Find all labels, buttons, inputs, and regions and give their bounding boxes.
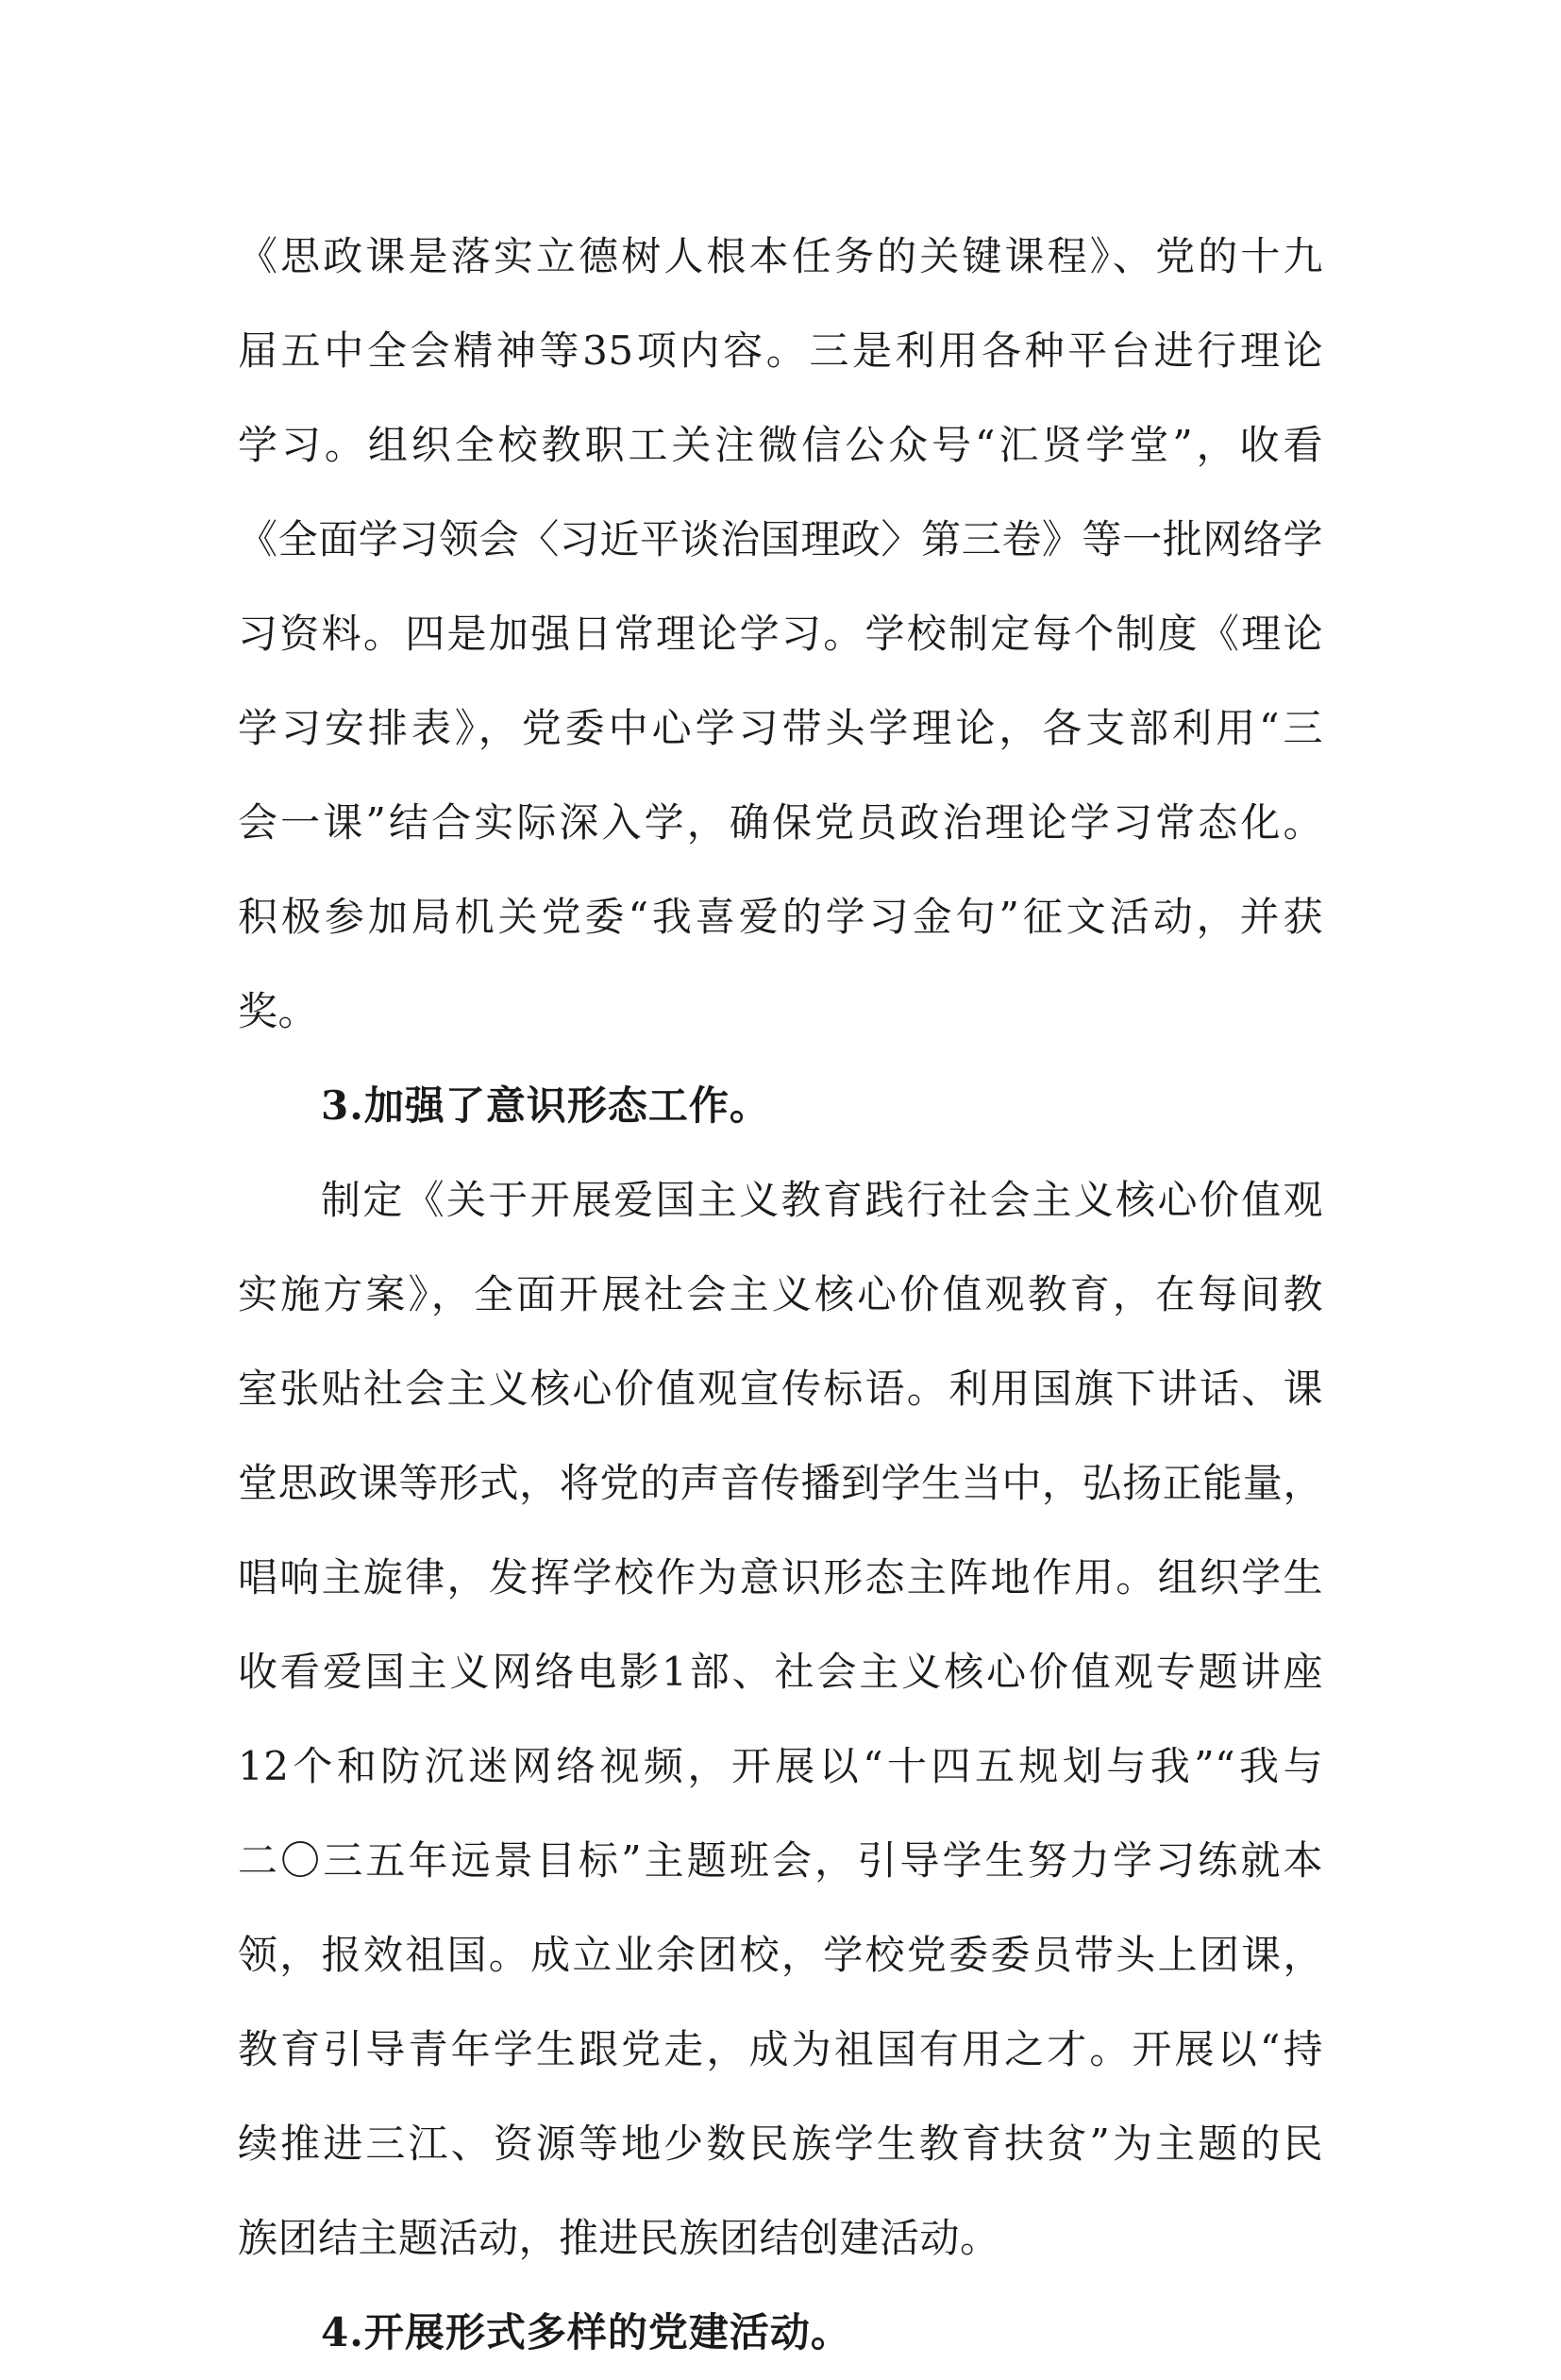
text-line: 族团结主题活动，推进民族团结创建活动。	[238, 2215, 1000, 2261]
text-line: 奖。	[238, 988, 319, 1034]
text-line: 制定《关于开展爱国主义教育践行社会主义核心价值观	[321, 1177, 1323, 1223]
text-line: 续推进三江、资源等地少数民族学生教育扶贫”为主题的民	[238, 2120, 1323, 2167]
text-line: 届五中全会精神等35项内容。三是利用各种平台进行理论	[238, 327, 1323, 374]
text-line: 实施方案》，全面开展社会主义核心价值观教育，在每间教	[238, 1271, 1323, 1317]
text-line: 学习。组织全校教职工关注微信公众号“汇贤学堂”，收看	[238, 422, 1323, 468]
text-line: 积极参加局机关党委“我喜爱的学习金句”征文活动，并获	[238, 894, 1323, 940]
text-line: 12个和防沉迷网络视频，开展以“十四五规划与我”“我与	[238, 1743, 1323, 1789]
section-heading-4: 4.开展形式多样的党建活动。	[321, 2309, 851, 2355]
text-line: 收看爱国主义网络电影1部、社会主义核心价值观专题讲座	[238, 1649, 1323, 1695]
paragraph-theory-study	[238, 210, 1323, 1059]
text-line: 会一课”结合实际深入学，确保党员政治理论学习常态化。	[238, 799, 1323, 846]
text-line: 室张贴社会主义核心价值观宣传标语。利用国旗下讲话、课	[238, 1366, 1323, 1412]
text-line: 习资料。四是加强日常理论学习。学校制定每个制度《理论	[238, 611, 1323, 657]
text-line: 教育引导青年学生跟党走，成为祖国有用之才。开展以“持	[238, 2026, 1323, 2072]
text-line: 《思政课是落实立德树人根本任务的关键课程》、党的十九	[238, 233, 1323, 279]
paragraph-ideology-work	[238, 1153, 1323, 2286]
text-line: 领，报效祖国。成立业余团校，学校党委委员带头上团课，	[238, 1932, 1323, 1978]
text-line: 唱响主旋律，发挥学校作为意识形态主阵地作用。组织学生	[238, 1554, 1323, 1601]
text-line: 《全面学习领会〈习近平谈治国理政〉第三卷》等一批网络学	[238, 516, 1323, 562]
section-heading-3: 3.加强了意识形态工作。	[321, 1082, 770, 1129]
text-line: 学习安排表》，党委中心学习带头学理论，各支部利用“三	[238, 705, 1323, 751]
text-line: 二〇三五年远景目标”主题班会，引导学生努力学习练就本	[238, 1837, 1323, 1884]
text-line: 堂思政课等形式，将党的声音传播到学生当中，弘扬正能量，	[238, 1460, 1323, 1506]
document-body	[238, 210, 1323, 2380]
